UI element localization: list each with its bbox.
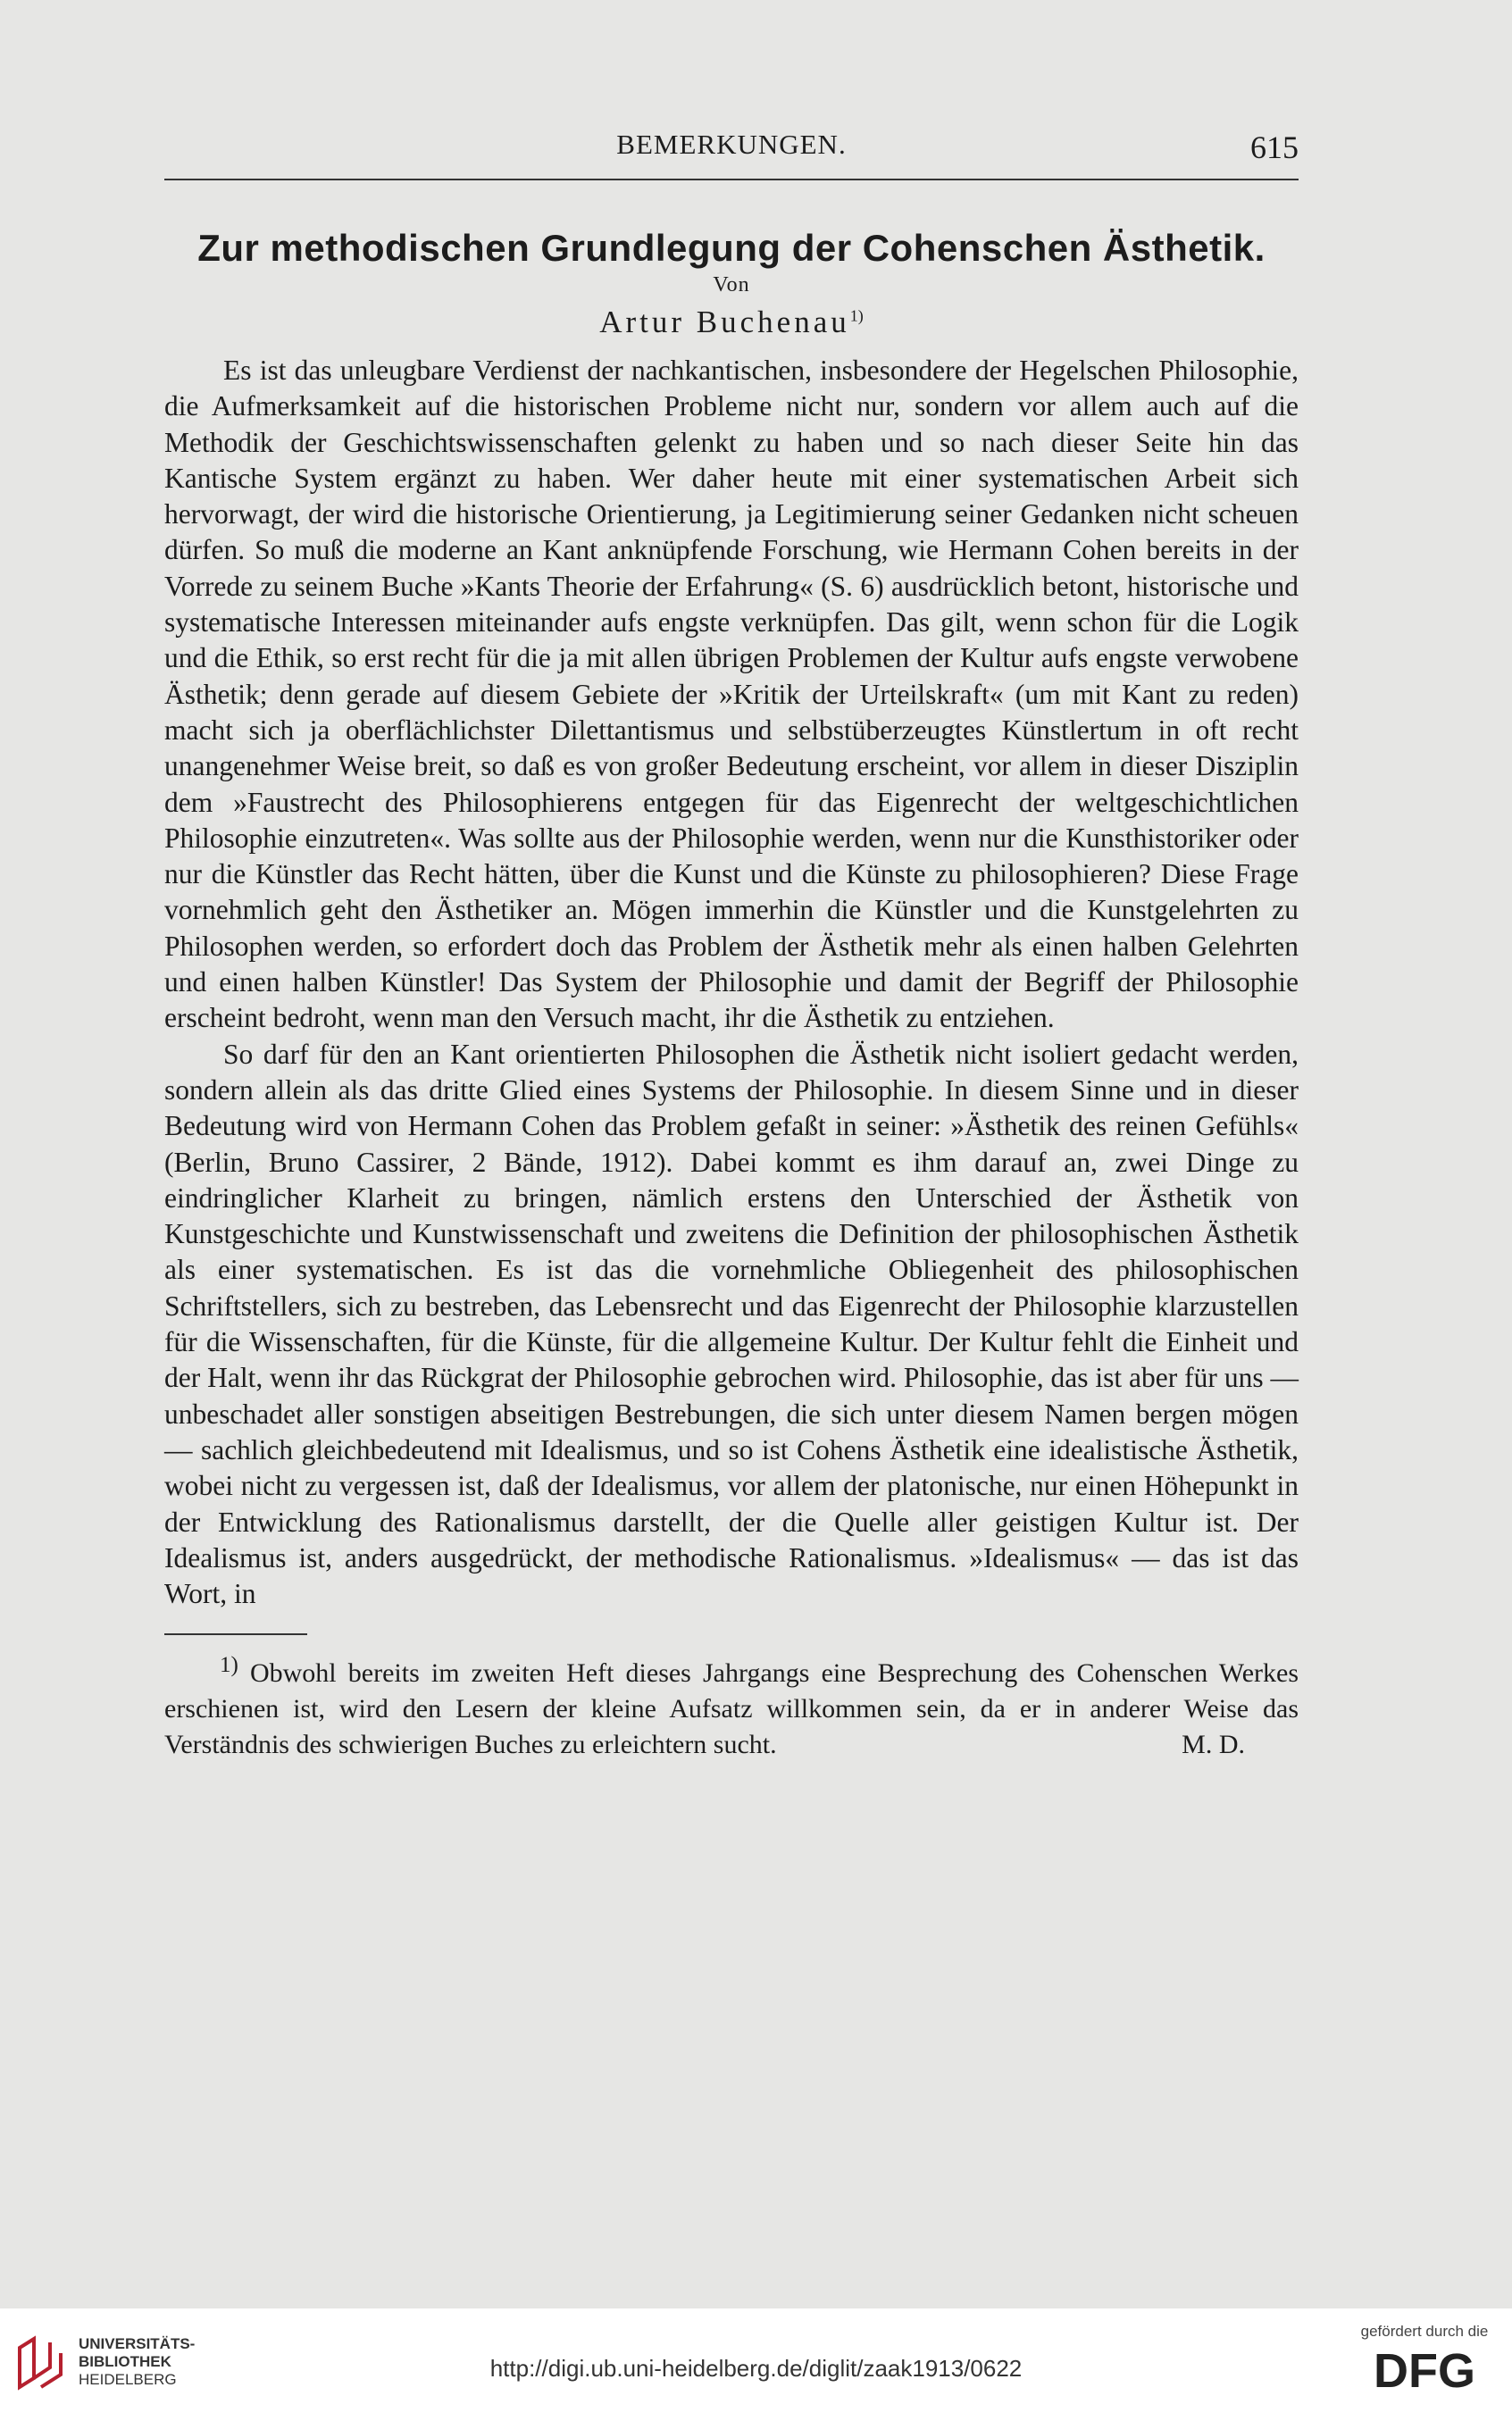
article-title: Zur methodischen Grundlegung der Cohenschen Ästhetik. — [197, 227, 1266, 269]
footnote-text: Obwohl bereits im zweiten Heft dieses Jahrgangs eine Besprechung des Cohenschen Werkes erschienen ist, wird den Lesern der kleine Aufsatz willkommen sein, da er in anderer Weise das Verständnis des schwierigen Buches zu erleichtern sucht. — [164, 1658, 1299, 1760]
sponsor-block — [1353, 2323, 1496, 2399]
running-head: BEMERKUNGEN. — [616, 129, 847, 160]
footnote-mark: 1) — [220, 1653, 238, 1678]
page-header — [164, 125, 1299, 180]
dfg-logo-text: DFG — [1374, 2344, 1475, 2394]
author-name: Artur Buchenau — [599, 305, 850, 339]
sponsor-label: gefördert durch die — [1360, 2323, 1489, 2340]
paragraph-1: Es ist das unleugbare Verdienst der nachkantischen, insbesondere der Hegelschen Philosophie, die Aufmerksamkeit auf die historischen Probleme nicht nur, sondern vor allem auch auf die Methodik der Geschichtswissenschaften gelenkt zu haben und so nach dieser Seite hin das Kantische System ergänzt zu haben. Wer daher heute mit einer systematischen Arbeit sich hervorwagt, der wird die historische Orientierung, ja Legitimierung seiner Gedanken nicht scheuen dürfen. So muß die moderne an Kant anknüpfende Forschung, wie Hermann Cohen bereits in der Vorrede zu seinem Buche »Kants Theorie der Erfahrung« (S. 6) ausdrücklich betont, historische und systematische Interessen miteinander aufs engste verknüpfen. Das gilt, wenn schon für die Logik und die Ethik, so erst recht für die ja mit allen übrigen Problemen der Kultur aufs engste verwobene Ästhetik; denn gerade auf diesem Gebiete der »Kritik der Urteilskraft« (um mit Kant zu reden) macht sich ja oberflächlichster Dilettantismus und selbstüberzeugtes Künstlertum in oft recht unangenehmer Weise breit, so daß es von großer Bedeutung erscheint, vor allem in dieser Disziplin dem »Faustrecht des Philosophierens entgegen für das Eigenrecht der weltgeschichtlichen Philosophie einzutreten«. Was sollte aus der Philosophie werden, wenn nur die Kunsthistoriker oder nur die Künstler das Recht hätten, über die Kunst und die Künste zu philosophieren? Diese Frage vornehmlich geht den Ästhetiker an. Mögen immerhin die Künstler und die Kunstgelehrten zu Philosophen werden, so erfordert doch das Problem der Ästhetik mehr als einen halben Gelehrten und einen halben Künstler! Das System der Philosophie und damit der Begriff der Philosophie erscheint bedroht, wenn man den Versuch macht, ihr die Ästhetik zu entziehen. — [164, 355, 1299, 1034]
page-number: 615 — [1250, 129, 1299, 165]
library-name-line-3: HEIDELBERG — [79, 2371, 177, 2388]
paragraph-2: So darf für den an Kant orientierten Philosophen die Ästhetik nicht isoliert gedacht werden, sondern allein als das dritte Glied eines Systems der Philosophie. In diesem Sinne und in dieser Bedeutung wird von Hermann Cohen das Problem gefaßt in seiner: »Ästhetik des reinen Gefühls« (Berlin, Bruno Cassirer, 2 Bände, 1912). Dabei kommt es ihm darauf an, zwei Dinge zu eindringlicher Klarheit zu bringen, nämlich erstens den Unterschied der Ästhetik von Kunstgeschichte und Kunstwissenschaft und zweitens die Definition der philosophischen Ästhetik als einer systematischen. Es ist das die vornehmliche Obliegenheit des philosophischen Schriftstellers, sich zu bestreben, das Lebensrecht und das Eigenrecht der Philosophie klarzustellen für die Wissenschaften, für die Künste, für die allgemeine Kultur. Der Kultur fehlt die Einheit und der Halt, wenn ihr das Rückgrat der Philosophie gebrochen wird. Philosophie, das ist aber für uns — unbeschadet aller sonstigen abseitigen Bestrebungen, die sich unter diesem Namen bergen mögen — sachlich gleichbedeutend mit Idealismus, und so ist Cohens Ästhetik eine idealistische Ästhetik, wobei nicht zu vergessen ist, daß der Idealismus, vor allem der platonische, nur einen Höhepunkt in der Entwicklung des Rationalismus darstellt, der die Quelle aller geistigen Kultur ist. Der Idealismus ist, anders ausgedrückt, der methodische Rationalismus. »Idealismus« — das ist das Wort, in — [164, 1038, 1299, 1610]
library-name-line-2: BIBLIOTHEK — [79, 2353, 171, 2370]
author-footnote-mark: 1) — [849, 306, 864, 325]
permalink-url[interactable]: http://digi.ub.uni-heidelberg.de/diglit/zaak1913/0622 — [489, 2355, 1023, 2382]
footnote-signature: M. D. — [1182, 1730, 1245, 1760]
footnote-paragraph — [164, 1648, 1299, 1763]
byline-von: Von — [713, 273, 750, 296]
dfg-logo-icon — [1353, 2344, 1496, 2394]
footnote — [164, 1648, 1299, 1763]
digitization-footer — [0, 2308, 1512, 2421]
page-content — [164, 125, 1299, 1763]
footnote-divider — [164, 1633, 307, 1635]
library-name-line-1: UNIVERSITÄTS- — [79, 2335, 196, 2352]
article-author — [164, 305, 1299, 340]
article-body — [164, 353, 1299, 1612]
